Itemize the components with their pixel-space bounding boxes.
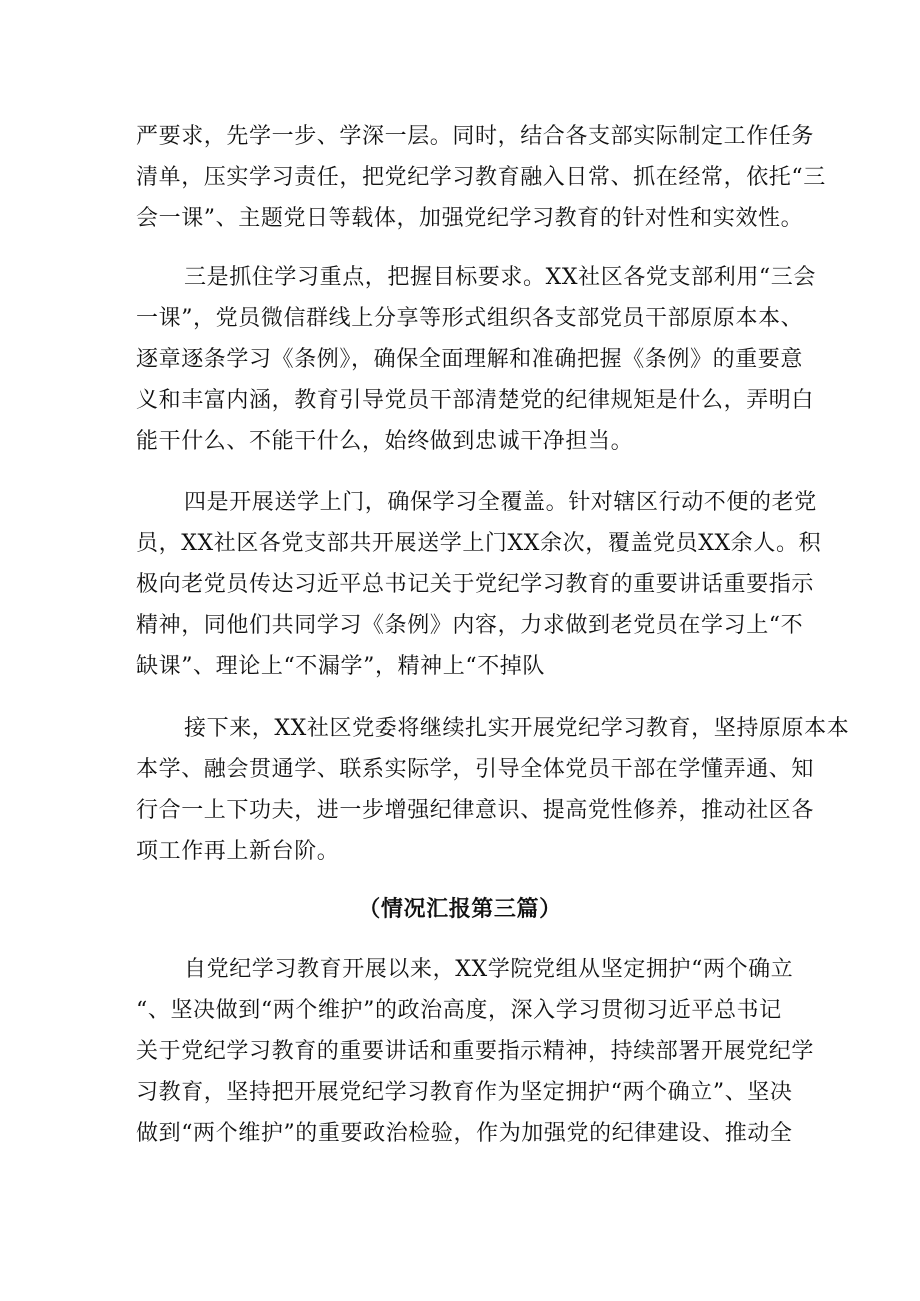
text-line: 精神，同他们共同学习《条例》内容，力求做到老党员在学习上“不 bbox=[136, 613, 804, 638]
text-line: “、坚决做到“两个维护”的政治高度，深入学习贯彻习近平总书记 bbox=[136, 998, 782, 1023]
text-line: 会一课”、主题党日等载体，加强党纪学习教育的针对性和实效性。 bbox=[136, 206, 804, 231]
text-line: 行合一上下功夫，进一步增强纪律意识、提高党性修养，推动社区各 bbox=[136, 798, 815, 823]
paragraph-5 bbox=[136, 949, 815, 1154]
text-line: 本学、融会贯通学、联系实际学，引导全体党员干部在学懂弄通、知 bbox=[136, 757, 815, 782]
text-line: 员，XX社区各党支部共开展送学上门XX余次，覆盖党员XX余人。积 bbox=[136, 531, 822, 556]
paragraph-2 bbox=[136, 257, 816, 462]
text-line: 三是抓住学习重点，把握目标要求。XX社区各党支部利用“三会 bbox=[184, 265, 816, 290]
text-line: 关于党纪学习教育的重要讲话和重要指示精神，持续部署开展党纪学 bbox=[136, 1039, 815, 1064]
text-line: 一课”，党员微信群线上分享等形式组织各支部党员干部原原本本、 bbox=[136, 306, 804, 331]
text-line: 四是开展送学上门，确保学习全覆盖。针对辖区行动不便的老党 bbox=[184, 490, 817, 515]
paragraph-3 bbox=[136, 482, 822, 687]
text-line: 义和丰富内涵，教育引导党员干部清楚党的纪律规矩是什么，弄明白 bbox=[136, 388, 815, 413]
text-line: 项工作再上新台阶。 bbox=[136, 839, 340, 864]
text-line: 缺课”、理论上“不漏学”，精神上“不掉队 bbox=[136, 654, 545, 679]
text-line: 做到“两个维护”的重要政治检验，作为加强党的纪律建设、推动全 bbox=[136, 1121, 793, 1146]
text-line: 自党纪学习教育开展以来，XX学院党组从坚定拥护“两个确立 bbox=[184, 957, 794, 982]
section-heading: （情况汇报第三篇） bbox=[358, 896, 562, 922]
text-line: 严要求，先学一步、学深一层。同时，结合各支部实际制定工作任务 bbox=[136, 124, 815, 149]
text-line: 能干什么、不能干什么，始终做到忠诚干净担当。 bbox=[136, 429, 634, 454]
text-line: 清单，压实学习责任，把党纪学习教育融入日常、抓在经常，依托“三 bbox=[136, 165, 826, 190]
text-line: 极向老党员传达习近平总书记关于党纪学习教育的重要讲话重要指示 bbox=[136, 572, 815, 597]
paragraph-4 bbox=[136, 708, 850, 872]
text-line: 逐章逐条学习《条例》，确保全面理解和准确把握《条例》的重要意 bbox=[136, 347, 804, 372]
text-line: 接下来，XX社区党委将继续扎实开展党纪学习教育，坚持原原本本 bbox=[184, 716, 850, 741]
paragraph-1 bbox=[136, 116, 826, 239]
text-line: 习教育，坚持把开展党纪学习教育作为坚定拥护“两个确立”、坚决 bbox=[136, 1080, 793, 1105]
